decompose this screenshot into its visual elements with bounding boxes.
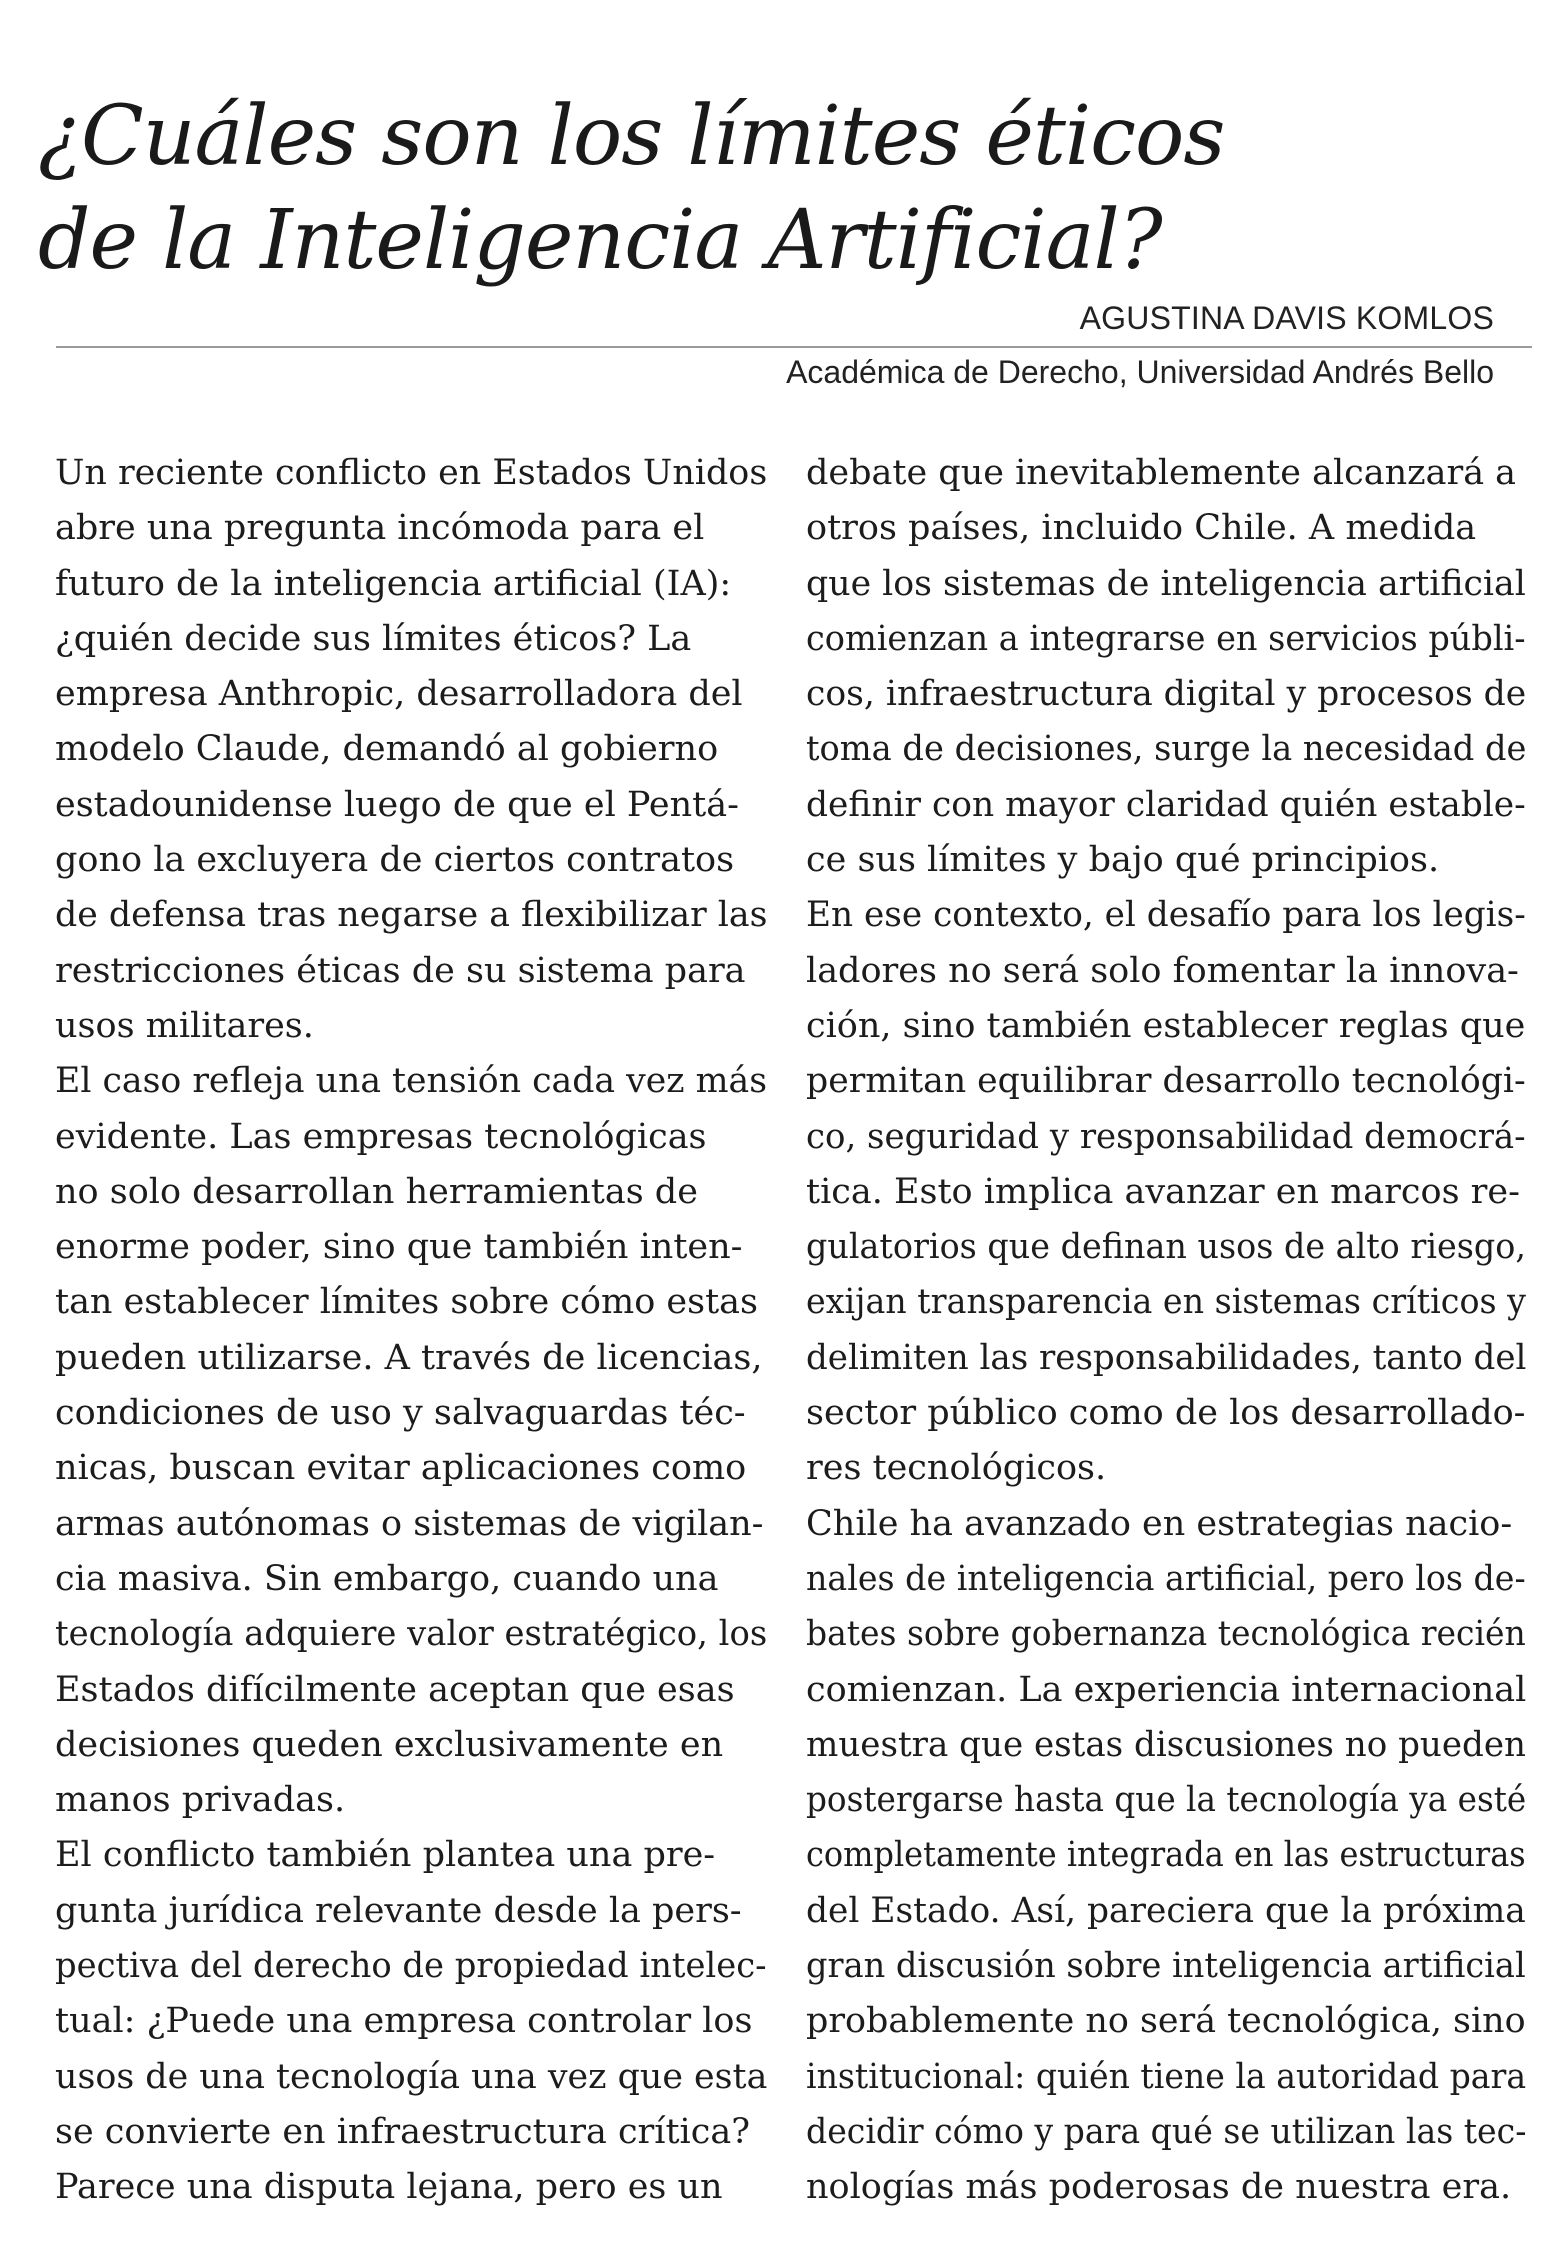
text-line: exijan transparencia en sistemas críticos y (806, 1282, 1526, 1323)
text-line: decidir cómo y para qué se utilizan las tec- (806, 2111, 1527, 2152)
text-line: ción, sino también establecer reglas que (806, 1005, 1526, 1046)
text-line: permitan equilibrar desarrollo tecnológi- (806, 1061, 1526, 1102)
text-line: ce sus límites y bajo qué principios. (806, 840, 1440, 881)
text-column-right (806, 446, 1568, 2216)
text-line: enorme poder, sino que también inten- (55, 1227, 743, 1268)
text-line: institucional: quién tiene la autoridad para (806, 2056, 1527, 2097)
text-line: ladores no será solo fomentar la innova- (806, 950, 1519, 991)
text-line: cos, infraestructura digital y procesos de (806, 674, 1527, 715)
text-line: nicas, buscan evitar aplicaciones como (55, 1448, 747, 1489)
text-line: abre una pregunta incómoda para el (55, 508, 705, 549)
byline-divider (56, 346, 1532, 348)
text-line: no solo desarrollan herramientas de (55, 1171, 698, 1212)
text-line: Estados difícilmente aceptan que esas (55, 1669, 735, 1710)
text-line: usos militares. (55, 1005, 314, 1046)
text-line: empresa Anthropic, desarrolladora del (55, 674, 743, 715)
article-headline (38, 85, 1538, 293)
text-line: usos de una tecnología una vez que esta (55, 2056, 768, 2097)
text-line: de defensa tras negarse a flexibilizar las (55, 895, 768, 936)
text-line: decisiones queden exclusivamente en (55, 1724, 724, 1765)
text-line: del Estado. Así, pareciera que la próxima (806, 1890, 1526, 1931)
text-line: sector público como de los desarrollado- (806, 1393, 1526, 1434)
text-line: En ese contexto, el desafío para los legis- (806, 895, 1526, 936)
text-line: estadounidense luego de que el Pentá- (55, 784, 739, 825)
text-line: bates sobre gobernanza tecnológica recién (806, 1614, 1526, 1655)
text-line: definir con mayor claridad quién estable- (806, 784, 1526, 825)
text-line: probablemente no será tecnológica, sino (806, 2001, 1526, 2042)
text-line: toma de decisiones, surge la necesidad de (806, 729, 1527, 770)
text-line: restricciones éticas de su sistema para (55, 950, 746, 991)
text-line: cia masiva. Sin embargo, cuando una (55, 1558, 719, 1599)
text-line: delimiten las responsabilidades, tanto del (806, 1337, 1527, 1378)
text-line: co, seguridad y responsabilidad democrá- (806, 1116, 1526, 1157)
author-name: AGUSTINA DAVIS KOMLOS (1079, 300, 1494, 336)
text-line: comienzan a integrarse en servicios públi- (806, 618, 1526, 659)
text-line: futuro de la inteligencia artificial (IA): (55, 563, 732, 604)
text-line: postergarse hasta que la tecnología ya esté (806, 1780, 1527, 1821)
text-line: El caso refleja una tensión cada vez más (55, 1061, 768, 1102)
author-affiliation: Académica de Derecho, Universidad Andrés Bello (786, 354, 1494, 390)
text-column-left (55, 446, 793, 2216)
text-line: condiciones de uso y salvaguardas téc- (55, 1393, 746, 1434)
text-line: manos privadas. (55, 1780, 346, 1821)
text-line: gran discusión sobre inteligencia artificial (806, 1946, 1526, 1987)
text-line: pectiva del derecho de propiedad intelec- (55, 1946, 767, 1987)
text-line: armas autónomas o sistemas de vigilan- (55, 1503, 764, 1544)
text-line: ¿quién decide sus límites éticos? La (55, 618, 692, 659)
text-line: pueden utilizarse. A través de licencias, (55, 1337, 763, 1378)
text-line: debate que inevitablemente alcanzará a (806, 453, 1517, 493)
text-line: se convierte en infraestructura crítica? (55, 2111, 750, 2152)
text-line: evidente. Las empresas tecnológicas (55, 1116, 707, 1157)
text-line: Chile ha avanzado en estrategias nacio- (806, 1503, 1513, 1544)
headline-line: de la Inteligencia Artificial? (38, 192, 1162, 288)
text-line: muestra que estas discusiones no pueden (806, 1724, 1527, 1765)
text-line: tual: ¿Puede una empresa controlar los (55, 2001, 753, 2042)
headline-line: ¿Cuáles son los límites éticos (38, 88, 1225, 184)
text-line: nales de inteligencia artificial, pero los de- (806, 1558, 1526, 1599)
text-line: gulatorios que definan usos de alto riesgo, (806, 1227, 1526, 1268)
text-line: res tecnológicos. (806, 1448, 1107, 1489)
text-line: tan establecer límites sobre cómo estas (55, 1282, 758, 1323)
text-line: comienzan. La experiencia internacional (806, 1669, 1527, 1710)
text-line: completamente integrada en las estructuras (806, 1835, 1526, 1876)
text-line: tica. Esto implica avanzar en marcos re- (806, 1171, 1520, 1212)
text-line: otros países, incluido Chile. A medida (806, 508, 1477, 549)
text-line: Un reciente conflicto en Estados Unidos (55, 453, 768, 493)
text-line: Parece una disputa lejana, pero es un (55, 2167, 723, 2208)
text-line: tecnología adquiere valor estratégico, los (55, 1614, 768, 1655)
text-line: El conflicto también plantea una pre- (55, 1835, 716, 1876)
text-line: nologías más poderosas de nuestra era. (806, 2167, 1512, 2208)
text-line: gono la excluyera de ciertos contratos (55, 840, 735, 881)
text-line: gunta jurídica relevante desde la pers- (55, 1890, 742, 1931)
text-line: que los sistemas de inteligencia artificial (806, 563, 1526, 604)
text-line: modelo Claude, demandó al gobierno (55, 729, 719, 770)
